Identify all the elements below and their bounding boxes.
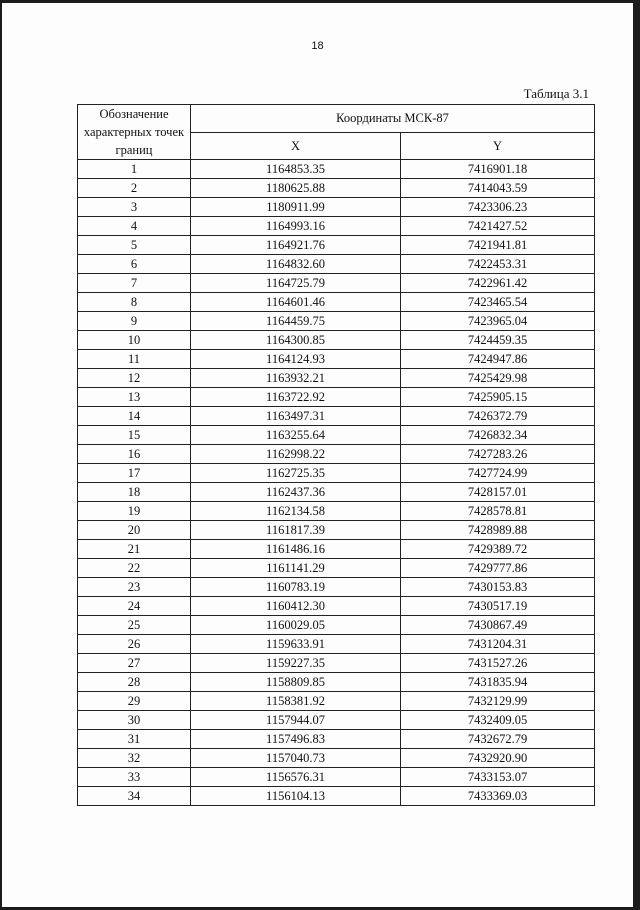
point-number-cell: 20: [78, 521, 191, 540]
table-row: [78, 521, 595, 540]
point-number-cell: 22: [78, 559, 191, 578]
table-row: [78, 635, 595, 654]
point-number-cell: 25: [78, 616, 191, 635]
point-number-cell: 32: [78, 749, 191, 768]
table-row: [78, 312, 595, 331]
y-coordinate-cell: 7422453.31: [401, 255, 595, 274]
header-x: X: [191, 132, 401, 160]
point-number-cell: 8: [78, 293, 191, 312]
y-coordinate-cell: 7416901.18: [401, 160, 595, 179]
document-page: [2, 3, 633, 907]
x-coordinate-cell: 1162998.22: [191, 445, 401, 464]
table-row: [78, 654, 595, 673]
x-coordinate-cell: 1159227.35: [191, 654, 401, 673]
y-coordinate-cell: 7430153.83: [401, 578, 595, 597]
x-coordinate-cell: 1163932.21: [191, 369, 401, 388]
header-designation: Обозначение характерных точек границ: [78, 105, 191, 160]
x-coordinate-cell: 1164832.60: [191, 255, 401, 274]
point-number-cell: 2: [78, 179, 191, 198]
y-coordinate-cell: 7428989.88: [401, 521, 595, 540]
y-coordinate-cell: 7433153.07: [401, 768, 595, 787]
table-row: [78, 445, 595, 464]
point-number-cell: 12: [78, 369, 191, 388]
y-coordinate-cell: 7414043.59: [401, 179, 595, 198]
table-row: [78, 787, 595, 806]
y-coordinate-cell: 7426372.79: [401, 407, 595, 426]
x-coordinate-cell: 1180911.99: [191, 198, 401, 217]
x-coordinate-cell: 1164124.93: [191, 350, 401, 369]
x-coordinate-cell: 1164853.35: [191, 160, 401, 179]
y-coordinate-cell: 7423965.04: [401, 312, 595, 331]
x-coordinate-cell: 1156104.13: [191, 787, 401, 806]
x-coordinate-cell: 1163497.31: [191, 407, 401, 426]
y-coordinate-cell: 7432920.90: [401, 749, 595, 768]
y-coordinate-cell: 7431204.31: [401, 635, 595, 654]
point-number-cell: 10: [78, 331, 191, 350]
point-number-cell: 28: [78, 673, 191, 692]
table-body: [78, 160, 595, 806]
table-row: [78, 464, 595, 483]
point-number-cell: 21: [78, 540, 191, 559]
x-coordinate-cell: 1161141.29: [191, 559, 401, 578]
x-coordinate-cell: 1162134.58: [191, 502, 401, 521]
y-coordinate-cell: 7433369.03: [401, 787, 595, 806]
point-number-cell: 1: [78, 160, 191, 179]
x-coordinate-cell: 1160783.19: [191, 578, 401, 597]
header-y: Y: [401, 132, 595, 160]
x-coordinate-cell: 1157944.07: [191, 711, 401, 730]
y-coordinate-cell: 7421427.52: [401, 217, 595, 236]
x-coordinate-cell: 1163722.92: [191, 388, 401, 407]
table-row: [78, 749, 595, 768]
table-row: [78, 692, 595, 711]
y-coordinate-cell: 7430867.49: [401, 616, 595, 635]
point-number-cell: 30: [78, 711, 191, 730]
table-row: [78, 673, 595, 692]
table-row: [78, 483, 595, 502]
y-coordinate-cell: 7432672.79: [401, 730, 595, 749]
x-coordinate-cell: 1180625.88: [191, 179, 401, 198]
table-row: [78, 255, 595, 274]
y-coordinate-cell: 7423465.54: [401, 293, 595, 312]
point-number-cell: 16: [78, 445, 191, 464]
point-number-cell: 14: [78, 407, 191, 426]
y-coordinate-cell: 7424459.35: [401, 331, 595, 350]
x-coordinate-cell: 1158381.92: [191, 692, 401, 711]
table-row: [78, 331, 595, 350]
point-number-cell: 3: [78, 198, 191, 217]
x-coordinate-cell: 1162725.35: [191, 464, 401, 483]
x-coordinate-cell: 1161486.16: [191, 540, 401, 559]
x-coordinate-cell: 1164725.79: [191, 274, 401, 293]
point-number-cell: 6: [78, 255, 191, 274]
y-coordinate-cell: 7431835.94: [401, 673, 595, 692]
table-row: [78, 293, 595, 312]
y-coordinate-cell: 7431527.26: [401, 654, 595, 673]
point-number-cell: 5: [78, 236, 191, 255]
table-row: [78, 160, 595, 179]
x-coordinate-cell: 1159633.91: [191, 635, 401, 654]
y-coordinate-cell: 7425905.15: [401, 388, 595, 407]
table-row: [78, 236, 595, 255]
x-coordinate-cell: 1157496.83: [191, 730, 401, 749]
x-coordinate-cell: 1164459.75: [191, 312, 401, 331]
y-coordinate-cell: 7427724.99: [401, 464, 595, 483]
coordinates-table: [77, 104, 595, 806]
x-coordinate-cell: 1156576.31: [191, 768, 401, 787]
point-number-cell: 24: [78, 597, 191, 616]
y-coordinate-cell: 7423306.23: [401, 198, 595, 217]
x-coordinate-cell: 1158809.85: [191, 673, 401, 692]
x-coordinate-cell: 1160029.05: [191, 616, 401, 635]
y-coordinate-cell: 7428157.01: [401, 483, 595, 502]
x-coordinate-cell: 1157040.73: [191, 749, 401, 768]
table-row: [78, 578, 595, 597]
table-row: [78, 198, 595, 217]
y-coordinate-cell: 7429777.86: [401, 559, 595, 578]
x-coordinate-cell: 1163255.64: [191, 426, 401, 445]
x-coordinate-cell: 1164300.85: [191, 331, 401, 350]
point-number-cell: 17: [78, 464, 191, 483]
point-number-cell: 23: [78, 578, 191, 597]
table-row: [78, 407, 595, 426]
table-row: [78, 217, 595, 236]
table-row: [78, 711, 595, 730]
table-row: [78, 274, 595, 293]
point-number-cell: 31: [78, 730, 191, 749]
table-row: [78, 540, 595, 559]
point-number-cell: 4: [78, 217, 191, 236]
table-row: [78, 426, 595, 445]
point-number-cell: 29: [78, 692, 191, 711]
table-row: [78, 369, 595, 388]
point-number-cell: 18: [78, 483, 191, 502]
header-coordinates: Координаты МСК-87: [191, 105, 595, 133]
point-number-cell: 13: [78, 388, 191, 407]
table-row: [78, 768, 595, 787]
point-number-cell: 7: [78, 274, 191, 293]
y-coordinate-cell: 7432129.99: [401, 692, 595, 711]
point-number-cell: 26: [78, 635, 191, 654]
point-number-cell: 34: [78, 787, 191, 806]
y-coordinate-cell: 7422961.42: [401, 274, 595, 293]
table-row: [78, 730, 595, 749]
table-row: [78, 616, 595, 635]
point-number-cell: 11: [78, 350, 191, 369]
y-coordinate-cell: 7430517.19: [401, 597, 595, 616]
table-row: [78, 559, 595, 578]
table-caption: Таблица 3.1: [523, 86, 589, 101]
point-number-cell: 33: [78, 768, 191, 787]
y-coordinate-cell: 7432409.05: [401, 711, 595, 730]
point-number-cell: 9: [78, 312, 191, 331]
x-coordinate-cell: 1164601.46: [191, 293, 401, 312]
table-row: [78, 350, 595, 369]
x-coordinate-cell: 1164993.16: [191, 217, 401, 236]
point-number-cell: 15: [78, 426, 191, 445]
page-number: 18: [311, 40, 324, 52]
point-number-cell: 27: [78, 654, 191, 673]
y-coordinate-cell: 7421941.81: [401, 236, 595, 255]
table-row: [78, 502, 595, 521]
x-coordinate-cell: 1160412.30: [191, 597, 401, 616]
table-row: [78, 179, 595, 198]
y-coordinate-cell: 7426832.34: [401, 426, 595, 445]
y-coordinate-cell: 7428578.81: [401, 502, 595, 521]
y-coordinate-cell: 7425429.98: [401, 369, 595, 388]
x-coordinate-cell: 1164921.76: [191, 236, 401, 255]
y-coordinate-cell: 7424947.86: [401, 350, 595, 369]
x-coordinate-cell: 1161817.39: [191, 521, 401, 540]
y-coordinate-cell: 7429389.72: [401, 540, 595, 559]
point-number-cell: 19: [78, 502, 191, 521]
table-row: [78, 597, 595, 616]
x-coordinate-cell: 1162437.36: [191, 483, 401, 502]
y-coordinate-cell: 7427283.26: [401, 445, 595, 464]
table-row: [78, 388, 595, 407]
